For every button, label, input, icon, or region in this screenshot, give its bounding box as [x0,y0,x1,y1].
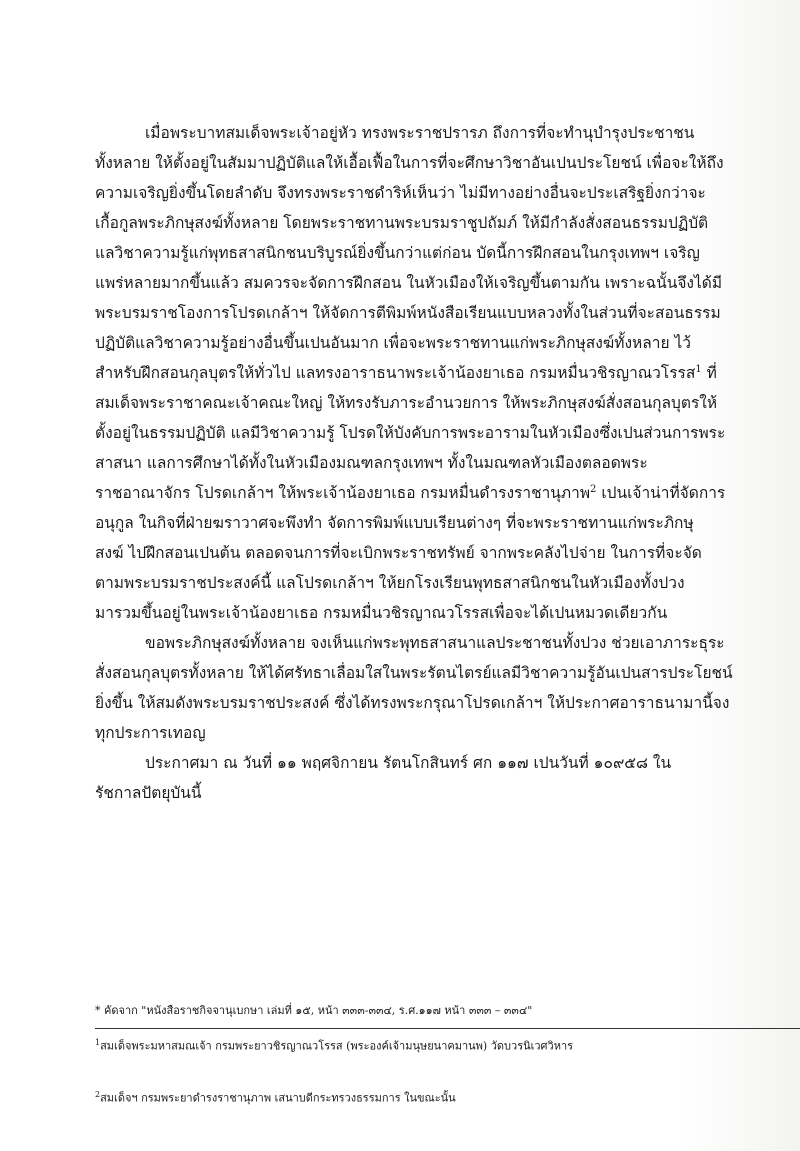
text-line: ความเจริญยิ่งขึ้นโดยลำดับ จึงทรงพระราชดำริห์เห็นว่า ไม่มีทางอย่างอื่นจะประเสริฐยิ่งกว่าจะ [95,184,706,202]
text-line: ทั้งหลาย ให้ตั้งอยู่ในสัมมาปฏิบัติแลให้เอื้อเฟื้อในการที่จะศึกษาวิชาอันเปนประโยชน์ เพื่อจะให้ถึง [95,154,724,172]
text-line: มารวมขึ้นอยู่ในพระเจ้าน้องยาเธอ กรมหมื่นวชิรญาณวโรรสเพื่อจะได้เปนหมวดเดียวกัน [95,604,668,622]
footnote-ref-1[interactable]: 1 [695,363,702,375]
text-line: ตั้งอยู่ในธรรมปฏิบัติ แลมีวิชาความรู้ โปรดให้บังคับการพระอารามในหัวเมืองซึ่งเปนส่วนการพระ [95,424,726,442]
text-line: อนุกูล ในกิจที่ฝ่ายฆราวาศจะพึงทำ จัดการพิมพ์แบบเรียนต่างๆ ที่จะพระราชทานแก่พระภิกษุ [95,514,694,532]
footnote-divider [95,1028,800,1029]
text-line: เกื้อกูลพระภิกษุสงฆ์ทั้งหลาย โดยพระราชทานพระบรมราชูปถัมภ์ ให้มีกำลังสั่งสอนธรรมปฏิบัติ [95,214,709,232]
text-line: รัชกาลปัตยุบันนี้ [95,784,202,802]
footnote-1 [95,1035,573,1055]
paragraph-1 [95,118,735,628]
text-line: ตามพระบรมราชประสงค์นี้ แลโปรดเกล้าฯ ให้ยกโรงเรียนพุทธสาสนิกชนในหัวเมืองทั้งปวง [95,574,685,592]
footnote-ref-2[interactable]: 2 [590,483,597,495]
text-line: ขอพระภิกษุสงฆ์ทั้งหลาย จงเห็นแก่พระพุทธสาสนาแลประชาชนทั้งปวง ช่วยเอาภาระธุระ [145,634,725,652]
footnote-text-1: สมเด็จพระมหาสมณเจ้า กรมพระยาวชิรญาณวโรรส (พระองค์เจ้ามนุษยนาคมานพ) วัดบวรนิเวศวิหาร [100,1039,574,1053]
text-line: เมื่อพระบาทสมเด็จพระเจ้าอยู่หัว ทรงพระราชปรารภ ถึงการที่จะทำนุบำรุงประชาชน [145,124,695,142]
text-line: ราชอาณาจักร โปรดเกล้าฯ ให้พระเจ้าน้องยาเธอ กรมหมื่นดำรงราชานุภาพ [95,484,591,502]
text-line: แพร่หลายมากขึ้นแล้ว สมควรจะจัดการฝึกสอน ในหัวเมืองให้เจริญขึ้นตามกัน เพราะฉนั้นจึงได้มี [95,274,723,292]
footnote-text-2: สมเด็จฯ กรมพระยาดำรงราชานุภาพ เสนาบดีกระทรวงธรรมการ ในขณะนั้น [100,1091,456,1105]
text-line-tail: ที่ [701,364,717,382]
text-line: สาสนา แลการศึกษาได้ทั้งในหัวเมืองมณฑลกรุงเทพฯ ทั้งในมณฑลหัวเมืองตลอดพระ [95,454,648,472]
footnote-2 [95,1087,456,1107]
text-line: พระบรมราชโองการโปรดเกล้าฯ ให้จัดการตีพิมพ์หนังสือเรียนแบบหลวงทั้งในส่วนที่จะสอนธรรม [95,304,721,322]
text-line-with-footnote-1 [95,358,735,388]
text-line-tail: เปนเจ้าน่าที่จัดการ [596,484,726,502]
footnote-source: * คัดจาก "หนังสือราชกิจจานุเบกษา เล่มที่ ๑๕, หน้า ๓๓๓-๓๓๔, ร.ศ.๑๑๗ หน้า ๓๓๓ – ๓๓๔" [95,1004,533,1017]
text-line: สงฆ์ ไปฝึกสอนเปนต้น ตลอดจนการที่จะเบิกพระราชทรัพย์ จากพระคลังไปจ่าย ในการที่จะจัด [95,544,702,562]
text-line: สำหรับฝึกสอนกุลบุตรให้ทั่วไป แลทรงอาราธนาพระเจ้าน้องยาเธอ กรมหมื่นวชิรญาณวโรรส [95,364,696,382]
text-line: สมเด็จพระราชาคณะเจ้าคณะใหญ่ ให้ทรงรับภาระอำนวยการ ให้พระภิกษุสงฆ์สั่งสอนกุลบุตรให้ [95,394,718,412]
footnote-mark-2: 2 [95,1090,101,1099]
text-line: ทุกประการเทอญ [95,724,206,742]
text-line: ประกาศมา ณ วันที่ ๑๑ พฤศจิกายน รัตนโกสินทร์ ศก ๑๑๗ เปนวันที่ ๑๐๙๕๘ ใน [145,754,672,772]
text-line: ปฏิบัติแลวิชาความรู้อย่างอื่นขึ้นเปนอันมาก เพื่อจะพระราชทานแก่พระภิกษุสงฆ์ทั้งหลาย ไว้ [95,334,691,352]
footnote-mark-1: 1 [95,1038,101,1047]
paragraph-2 [95,628,735,748]
text-line: ยิ่งขึ้น ให้สมดังพระบรมราชประสงค์ ซึ่งได้ทรงพระกรุณาโปรดเกล้าฯ ให้ประกาศอาราธนามานี้จง [95,694,730,712]
paragraph-3 [95,748,735,808]
text-line: แลวิชาความรู้แก่พุทธสาสนิกชนบริบูรณ์ยิ่งขึ้นกว่าแต่ก่อน บัดนี้การฝึกสอนในกรุงเทพฯ เจริญ [95,244,700,262]
text-line: สั่งสอนกุลบุตรทั้งหลาย ให้ได้ศรัทธาเลื่อมใสในพระรัตนไตรย์แลมีวิชาความรู้อันเปนสารประโยชน์ [95,664,733,682]
text-line-with-footnote-2 [95,478,735,508]
proclamation-body [95,118,735,808]
